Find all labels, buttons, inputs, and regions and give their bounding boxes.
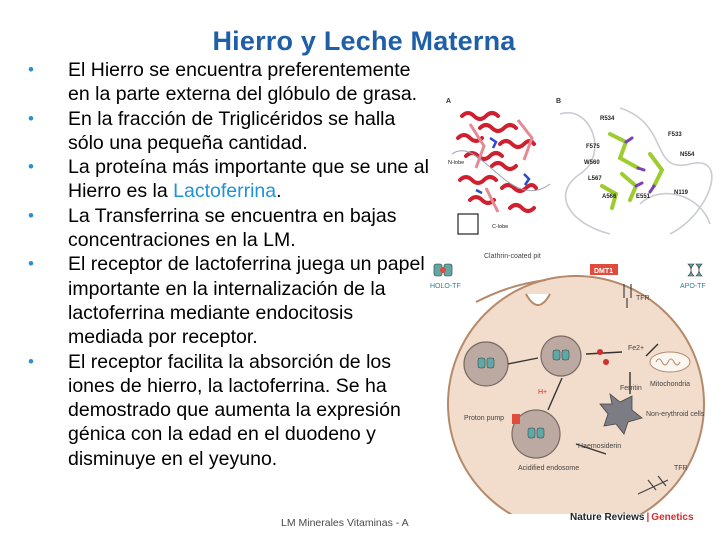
residue-label: E551 bbox=[636, 194, 651, 200]
journal-separator: | bbox=[646, 512, 650, 523]
bullet-text: La Transferrina se encuentra en bajas concentraciones en la LM. bbox=[68, 204, 397, 252]
panel-b-label: B bbox=[556, 98, 562, 105]
bullet-item bbox=[22, 58, 432, 107]
haemosiderin-label: Haemosiderin bbox=[578, 443, 622, 450]
residue-label: A566 bbox=[602, 194, 617, 200]
residue-label: N119 bbox=[674, 190, 689, 196]
protein-structure-panel-a bbox=[440, 94, 564, 242]
bullet-text: En la fracción de Triglicéridos se halla sólo una pequeña cantidad. bbox=[68, 107, 396, 154]
bullet-item bbox=[22, 204, 432, 253]
residue-label: F533 bbox=[668, 132, 682, 138]
non-erythroid-label: Non-erythroid cells bbox=[646, 411, 705, 418]
bullet-text-after: . bbox=[276, 180, 282, 203]
bullet-dot-icon: • bbox=[28, 351, 34, 371]
bullet-dot-icon: • bbox=[28, 108, 34, 128]
residue-label: R534 bbox=[600, 116, 615, 122]
bullet-text-before: La proteína más importante que se une al Hierro es la bbox=[68, 156, 429, 203]
n-lobe-label: N-lobe bbox=[448, 160, 465, 166]
bullet-dot-icon: • bbox=[28, 254, 34, 274]
panel-a-label: A bbox=[446, 98, 452, 105]
binding-site-box bbox=[458, 214, 478, 234]
proton-pump-icon bbox=[512, 414, 520, 424]
bullet-dot-icon: • bbox=[28, 157, 34, 177]
fe2-label: Fe2+ bbox=[628, 345, 645, 352]
bullet-dot-icon: • bbox=[28, 60, 34, 79]
bullet-item bbox=[22, 252, 432, 349]
residue-label: N554 bbox=[680, 152, 695, 158]
mitochondria-label: Mitochondria bbox=[650, 381, 691, 388]
binding-site-panel-b bbox=[550, 94, 718, 242]
bullet-list bbox=[22, 58, 432, 471]
bullet-item bbox=[22, 350, 432, 471]
bullet-text: El receptor de lactoferrina juega un papel importante en la internalización de la lactoferrina mediante endocitosis mediada por receptor. bbox=[68, 253, 425, 349]
holo-tf-icon bbox=[434, 264, 452, 276]
h-plus-label: H+ bbox=[538, 389, 548, 396]
tfr-bottom-label: TFR bbox=[674, 465, 688, 472]
ferritin-label: Ferritin bbox=[620, 385, 642, 392]
journal-section: Genetics bbox=[651, 512, 694, 523]
proton-pump-label: Proton pump bbox=[464, 415, 505, 422]
holo-tf-label: HOLO-TF bbox=[430, 283, 461, 290]
tfr-top-label: TFR bbox=[636, 295, 650, 302]
journal-brand: Nature Reviews bbox=[570, 512, 645, 523]
acidified-endosome-label: Acidified endosome bbox=[518, 465, 580, 472]
bullet-item bbox=[22, 155, 432, 204]
residue-label: F575 bbox=[586, 144, 600, 150]
iron-uptake-diagram bbox=[426, 244, 726, 514]
residue-label: W560 bbox=[584, 160, 600, 166]
clathrin-label: Clathrin-coated pit bbox=[484, 253, 541, 260]
bullet-text: El receptor facilita la absorción de los iones de hierro, la lactoferrina. Se ha demostrado que aumenta la expresión génica con la edad en el duodeno y disminuye en el yeyuno. bbox=[68, 350, 401, 470]
bullet-item bbox=[22, 107, 432, 156]
journal-credit bbox=[570, 512, 694, 523]
apo-tf-label: APO-TF bbox=[680, 283, 706, 290]
c-lobe-label: C-lobe bbox=[492, 224, 509, 230]
bullet-dot-icon: • bbox=[28, 205, 34, 225]
bullet-text: El Hierro se encuentra preferentemente en la parte externa del glóbulo de grasa. bbox=[68, 59, 418, 106]
backbone-trace bbox=[560, 108, 712, 234]
dmt1-label: DMT1 bbox=[594, 268, 614, 275]
endosome bbox=[464, 342, 508, 386]
slide-title: Hierro y Leche Materna bbox=[212, 26, 516, 56]
lactoferrina-highlight: Lactoferrina bbox=[173, 180, 277, 203]
slide-footer: LM Minerales Vitaminas - A bbox=[281, 517, 409, 529]
cell-membrane bbox=[448, 276, 704, 514]
endosome bbox=[541, 336, 581, 376]
apo-tf-icon bbox=[688, 264, 702, 276]
residue-label: L567 bbox=[588, 176, 602, 182]
